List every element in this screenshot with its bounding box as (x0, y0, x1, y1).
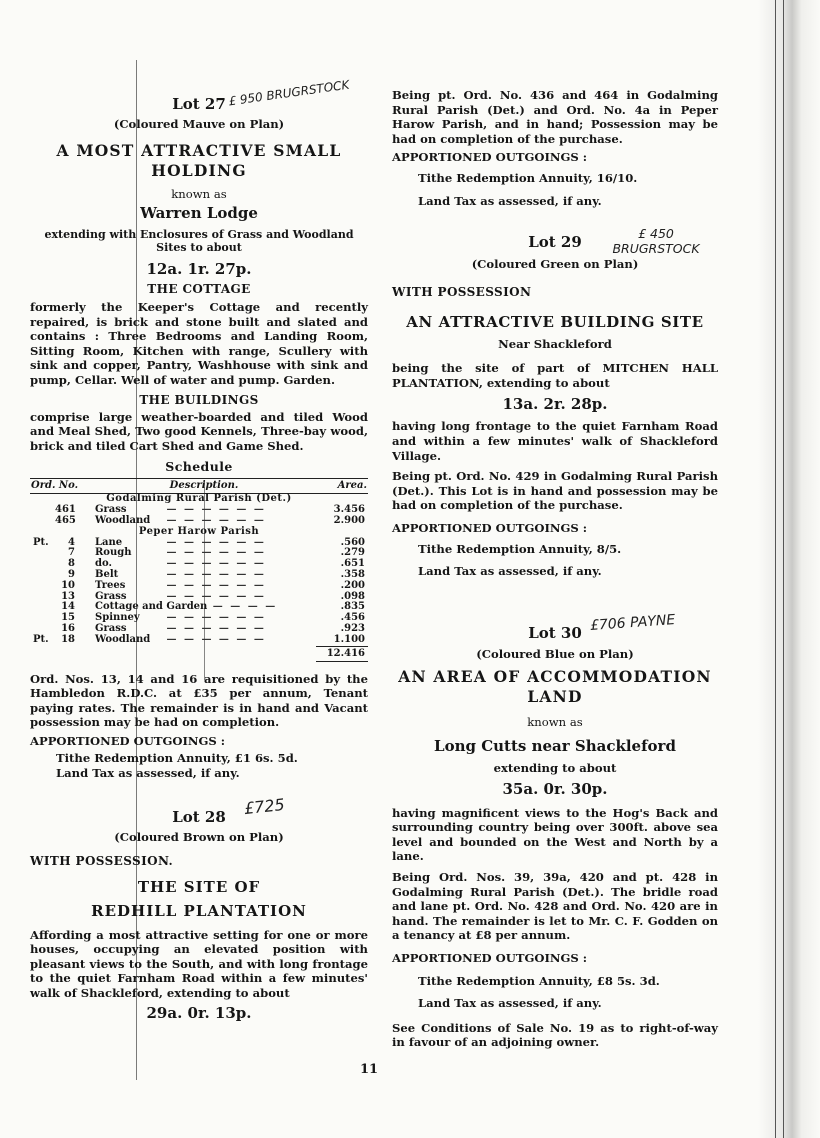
description-cell (92, 635, 316, 646)
ord-number: 461 (55, 504, 76, 516)
ord-number-cell (30, 581, 92, 592)
lot-30-ord-text: Being Ord. Nos. 39, 39a, 420 and pt. 428 in Godalming Rural Parish (Det.). The bridle road and lane pt. Ord. No. 428 and Ord. No. 420 are in hand. The remainder is let to Mr. C. F. Godden on a tenancy at £8 per annum. (392, 870, 718, 943)
description: Grass (95, 590, 127, 602)
lot-29-header (392, 226, 718, 257)
lot-28-handwritten-note: £725 (243, 794, 286, 818)
lot-29-ord-text: Being pt. Ord. No. 429 in Godalming Rural Parish (Det.). This Lot is in hand and possession may be had on completion of the purchase. (392, 469, 718, 513)
leader-dashes: — — — — (207, 601, 278, 613)
lot-29-frontage: having long frontage to the quiet Farnham Road and within a few minutes' walk of Shackleford Village. (392, 419, 718, 463)
right-column (392, 88, 718, 1050)
ord-number: 15 (61, 612, 75, 624)
lot-29-colour-note: (Coloured Green on Plan) (471, 257, 639, 272)
ord-number: 16 (61, 622, 75, 634)
description: Trees (95, 579, 126, 591)
schedule-total: 12.416 (316, 646, 368, 661)
lot-27-property-name: Warren Lodge (140, 204, 258, 222)
part-prefix: Pt. (33, 536, 49, 548)
lot-29-tithe: Tithe Redemption Annuity, 8/5. (418, 541, 622, 556)
ord-number: 10 (61, 579, 75, 591)
lot-29-possession: WITH POSSESSION (392, 285, 532, 300)
lot-30-known-as: known as (527, 714, 583, 729)
col-description: Description. (92, 479, 316, 494)
description: Grass (95, 622, 127, 634)
buildings-description: comprise large weather-boarded and tiled Wood and Meal Shed, Two good Kennels, Three-bay wood, brick and tiled Cart Shed and Game Shed. (30, 409, 368, 453)
lot-29-title: Lot 29 (528, 233, 582, 252)
col-area: Area. (316, 479, 368, 494)
lot-30-area: 35a. 0r. 30p. (502, 779, 608, 798)
ord-number-cell (30, 559, 92, 570)
lot-29-outgoings-heading: APPORTIONED OUTGOINGS : (392, 520, 588, 535)
lot-30-heading: AN AREA OF ACCOMMODATION LAND (398, 666, 712, 706)
lot-30-tithe: Tithe Redemption Annuity, £8 5s. 3d. (418, 973, 660, 988)
description: Belt (95, 568, 119, 580)
lot-30-handwritten-note: £706 PAYNE (589, 611, 676, 634)
scan-stripe (783, 0, 784, 1138)
lot-30-header (392, 611, 718, 642)
ord-number: 465 (55, 514, 76, 526)
lot-28-tithe: Tithe Redemption Annuity, 16/10. (418, 170, 638, 185)
scan-stripe (775, 0, 777, 1138)
ord-number-cell (30, 538, 92, 549)
description: Woodland (95, 514, 151, 526)
lot-27-known-as: known as (171, 187, 227, 201)
ord-number: 9 (68, 568, 75, 580)
area-cell: .651 (340, 558, 365, 570)
ord-number: 4 (68, 536, 75, 548)
leader-dashes: — — — — — — (161, 558, 266, 570)
leader-dashes: — — — — — — (161, 590, 266, 602)
schedule-table (30, 478, 368, 661)
lot-28-title: Lot 28 (172, 807, 226, 826)
lot-27-area: 12a. 1r. 27p. (146, 260, 252, 278)
lot-28-continued-text: Being pt. Ord. No. 436 and 464 in Godalming Rural Parish (Det.) and Ord. No. 4a in Peper Harow Parish, and in hand; Possession may be had on completion of the purchase. (392, 88, 718, 146)
lot-30-property-name: Long Cutts near Shackleford (434, 736, 676, 755)
schedule-row (30, 635, 368, 646)
area-cell: 2.900 (333, 514, 365, 526)
lot-28-heading-2: REDHILL PLANTATION (91, 901, 307, 920)
lot-30-colour-note: (Coloured Blue on Plan) (476, 646, 634, 661)
area-cell: .098 (340, 590, 365, 602)
lot-28-heading-1: THE SITE OF (137, 877, 261, 896)
area-cell: .835 (340, 601, 365, 613)
lot-27-colour-note: (Coloured Mauve on Plan) (113, 117, 285, 131)
ord-number-cell (30, 635, 92, 646)
lot-30-land-tax: Land Tax as assessed, if any. (418, 996, 602, 1011)
description: Grass (95, 504, 127, 516)
description: Rough (95, 547, 132, 559)
lot-28-description: Affording a most attractive setting for one or more houses, occupying an elevated position with pleasant views to the South, and with long frontage to the quiet Farnham Road within a few minutes' walk of Shackleford, extending to about (30, 927, 368, 1001)
area-cell: .279 (340, 547, 365, 559)
lot-28-colour-note: (Coloured Brown on Plan) (114, 829, 284, 844)
lot-29-description: being the site of part of MITCHEN HALL PLANTATION, extending to about (392, 361, 718, 390)
requisition-note: Ord. Nos. 13, 14 and 16 are requisitioned by the Hambledon R.D.C. at £35 per annum, Tenant paying rates. The remainder is in hand and Vacant possession may be had on completion. (30, 671, 368, 730)
lot-28-outgoings-heading: APPORTIONED OUTGOINGS : (392, 150, 588, 165)
lot-30-views: having magnificent views to the Hog's Back and surrounding country being over 300ft. above sea level and bounded on the West and North by a lane. (392, 805, 718, 864)
description: Cottage and Garden (95, 601, 208, 613)
ord-number: 14 (61, 601, 75, 613)
ord-number: 18 (61, 633, 75, 645)
lot-30-extending: extending to about (493, 760, 617, 775)
lot-27-land-tax: Land Tax as assessed, if any. (56, 766, 240, 781)
lot-27-title: Lot 27 (172, 95, 226, 113)
cottage-heading: THE COTTAGE (147, 282, 251, 296)
lot-28-header (30, 794, 368, 826)
parish-name: Godalming Rural Parish (Det.) (106, 493, 292, 505)
leader-dashes: — — — — — — (161, 514, 266, 526)
page-number: 11 (360, 1062, 379, 1077)
leader-dashes: — — — — — — (161, 547, 266, 559)
leader-dashes: — — — — — — (161, 568, 266, 580)
buildings-heading: THE BUILDINGS (139, 392, 259, 407)
leader-dashes: — — — — — — (161, 612, 266, 624)
description: Lane (95, 536, 123, 548)
lot-29-handwritten-note: £ 450 BRUGRSTOCK (612, 226, 700, 257)
lot-28-area: 29a. 0r. 13p. (146, 1003, 252, 1022)
description: do. (95, 558, 112, 570)
lot-27-tithe: Tithe Redemption Annuity, £1 6s. 5d. (56, 751, 298, 766)
lot-29-heading: AN ATTRACTIVE BUILDING SITE (406, 313, 704, 332)
area-cell: .923 (340, 622, 365, 634)
lot-30-outgoings-heading: APPORTIONED OUTGOINGS : (392, 951, 588, 966)
area-cell: 3.456 (333, 504, 365, 516)
ord-number: 13 (61, 590, 75, 602)
lot-27-handwritten-note: £ 950 BRUGRSTOCK (227, 77, 351, 109)
ord-number: 7 (68, 547, 75, 559)
leader-dashes: — — — — — — (161, 504, 266, 516)
lot-29-area: 13a. 2r. 28p. (502, 395, 608, 414)
area-cell: .456 (340, 612, 365, 624)
leader-dashes: — — — — — — (161, 579, 266, 591)
ord-number: 8 (68, 558, 75, 570)
lot-28-land-tax: Land Tax as assessed, if any. (418, 193, 602, 208)
description: Woodland (95, 633, 151, 645)
ord-number-cell (30, 516, 92, 527)
parish-name: Peper Harow Parish (138, 525, 260, 537)
lot-29-near: Near Shackleford (498, 337, 612, 352)
part-prefix: Pt. (33, 633, 49, 645)
area-cell: .200 (340, 579, 365, 591)
description: Spinney (95, 612, 140, 624)
left-column (30, 60, 368, 1022)
schedule-heading: Schedule (165, 459, 233, 475)
area-cell: .358 (340, 568, 365, 580)
lot-27-extent-intro: extending with Enclosures of Grass and Woodland Sites to about (44, 228, 354, 254)
lot-27-outgoings-heading: APPORTIONED OUTGOINGS : (30, 733, 226, 748)
leader-dashes: — — — — — — (161, 622, 266, 634)
area-cell: .560 (340, 536, 365, 548)
scanned-page-edge (758, 0, 820, 1138)
leader-dashes: — — — — — — (161, 633, 266, 645)
ord-number-cell (30, 548, 92, 559)
lot-27-heading: A MOST ATTRACTIVE SMALL HOLDING (56, 141, 342, 180)
lot-28-possession: WITH POSSESSION. (30, 853, 174, 868)
cottage-description: formerly the Keeper's Cottage and recently repaired, is brick and stone built and slated and contains : Three Bedrooms and Landing Room, Sitting Room, Kitchen with range, Scullery with sink and copper, Pantry, Washhouse with sink and pump, Cellar. Well of water and pump. Garden. (30, 300, 368, 387)
lot-29-land-tax: Land Tax as assessed, if any. (418, 564, 602, 579)
area-cell: 1.100 (333, 633, 365, 645)
lot-30-conditions: See Conditions of Sale No. 19 as to right-of-way in favour of an adjoining owner. (392, 1020, 718, 1050)
lot-30-title: Lot 30 (528, 623, 582, 642)
col-ord-no: Ord. No. (30, 479, 92, 494)
lot-27-header (30, 77, 368, 113)
schedule-body (30, 494, 368, 646)
leader-dashes: — — — — — — (161, 536, 266, 548)
